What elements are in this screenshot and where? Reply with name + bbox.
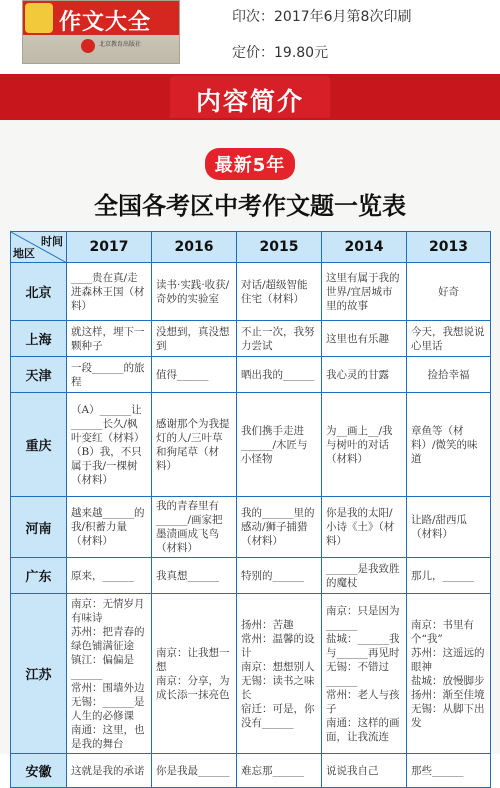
topic-cell: 越来越______的我/积蓄力量（材料）	[67, 497, 152, 558]
topic-cell: 章鱼等（材料）/微笑的味道	[407, 393, 491, 497]
topic-cell: 那些______	[407, 754, 491, 788]
banner-title: 内容简介	[195, 87, 304, 116]
corner-region-label: 地区	[13, 247, 35, 260]
badge-row	[0, 148, 500, 180]
product-strip	[0, 0, 500, 72]
topic-cell: 捡拾幸福	[407, 357, 491, 393]
topic-cell: 晒出我的______	[237, 357, 322, 393]
topic-cell: 这里有属于我的世界/宜居城市里的故事	[322, 263, 407, 321]
topic-cell: 南京：书里有个“我” 苏州：这遥远的眼神 盐城：放慢脚步 扬州：渐至佳境 无锡：从脚下出发	[407, 594, 491, 754]
topic-cell: 南京：只是因为______ 盐城：______我与______再见时 无锡：不错过______ 常州：老人与孩子 南通：这样的画面，让我流连	[322, 594, 407, 754]
table-row	[11, 497, 491, 558]
latest-years-badge: 最新5年	[205, 148, 296, 180]
topic-cell: ______是我致胜的魔杖	[322, 558, 407, 594]
topic-cell: 读书·实践·收获/奇妙的实验室	[152, 263, 237, 321]
topic-cell: 我心灵的甘露	[322, 357, 407, 393]
topic-cell: 原来，______	[67, 558, 152, 594]
table-header-row	[11, 232, 491, 263]
topic-cell: 那儿，______	[407, 558, 491, 594]
table-row	[11, 357, 491, 393]
table-row	[11, 558, 491, 594]
topic-cell: 我真想______	[152, 558, 237, 594]
topic-cell: 今天，我想说说心里话	[407, 321, 491, 357]
topic-cell: 为__画上__/我与树叶的对话（材料）	[322, 393, 407, 497]
topic-cell: 好奇	[407, 263, 491, 321]
table-row	[11, 594, 491, 754]
table-title: 全国各考区中考作文题一览表	[94, 191, 406, 220]
topic-cell: 难忘那______	[237, 754, 322, 788]
topic-cell: 我的青春里有______/画家把墨渍画成飞鸟（材料）	[152, 497, 237, 558]
price-info: 定价：19.80元	[232, 45, 329, 61]
region-cell: 安徽	[11, 754, 67, 788]
year-header: 2014	[322, 232, 407, 263]
topic-cell: 感谢那个为我提灯的人/三叶草和狗尾草（材料）	[152, 393, 237, 497]
table-corner-cell	[11, 232, 67, 263]
topic-cell: 一段______的旅程	[67, 357, 152, 393]
topic-cell: 没想到，真没想到	[152, 321, 237, 357]
table-row	[11, 754, 491, 788]
print-info: 印次：2017年6月第8次印刷	[232, 9, 412, 25]
topic-cell: 这就是我的承诺	[67, 754, 152, 788]
topic-cell: 南京：无情岁月有味诗 苏州：把青春的绿色铺满征途 镇江：偏偏是______ 常州：围墙外边 无锡：______是人生的必修课 南通：这里，也是我的舞台	[67, 594, 152, 754]
corner-time-label: 时间	[41, 235, 63, 248]
topic-cell: 你是我最______	[152, 754, 237, 788]
table-row	[11, 321, 491, 357]
topic-cell: 南京：让我想一想 南京：分享，为成长添一抹亮色	[152, 594, 237, 754]
topic-cell: 扬州：苦趣 常州：温馨的设计 南京：想想别人 无锡：读书之味长 宿迁：可是，你没有______	[237, 594, 322, 754]
region-cell: 河南	[11, 497, 67, 558]
topic-cell: 对话/超级智能住宅（材料）	[237, 263, 322, 321]
region-cell: 广东	[11, 558, 67, 594]
topic-cell: 你是我的太阳/小诗《土》（材料）	[322, 497, 407, 558]
book-cover-image	[22, 0, 180, 64]
exam-topics-table	[10, 231, 491, 788]
book-cover-badge	[25, 3, 53, 33]
publisher-logo-icon	[81, 39, 95, 53]
topic-cell: 不止一次，我努力尝试	[237, 321, 322, 357]
region-cell: 天津	[11, 357, 67, 393]
topic-cell: 这里也有乐趣	[322, 321, 407, 357]
year-header: 2016	[152, 232, 237, 263]
topic-cell: 特别的______	[237, 558, 322, 594]
region-cell: 上海	[11, 321, 67, 357]
region-cell: 江苏	[11, 594, 67, 754]
year-header: 2017	[67, 232, 152, 263]
topic-cell: 我的______里的感动/狮子捕猎（材料）	[237, 497, 322, 558]
region-cell: 北京	[11, 263, 67, 321]
year-header: 2013	[407, 232, 491, 263]
topic-cell: 值得______	[152, 357, 237, 393]
topic-cell: 我们携手走进______/木匠与小怪物	[237, 393, 322, 497]
book-cover-publisher: 北京教育出版社	[99, 41, 142, 48]
region-cell: 重庆	[11, 393, 67, 497]
topic-cell: ____贵在真/走进森林王国（材料）	[67, 263, 152, 321]
table-row	[11, 263, 491, 321]
topic-cell: 说说我自己	[322, 754, 407, 788]
topic-cell: 让路/甜西瓜（材料）	[407, 497, 491, 558]
book-cover-title: 作文大全	[59, 9, 152, 35]
topic-cell: 就这样，埋下一颗种子	[67, 321, 152, 357]
topic-cell: （A）______让______长久/枫叶变红（材料） （B）我，不只属于我/一棵树（材料）	[67, 393, 152, 497]
year-header: 2015	[237, 232, 322, 263]
table-row	[11, 393, 491, 497]
